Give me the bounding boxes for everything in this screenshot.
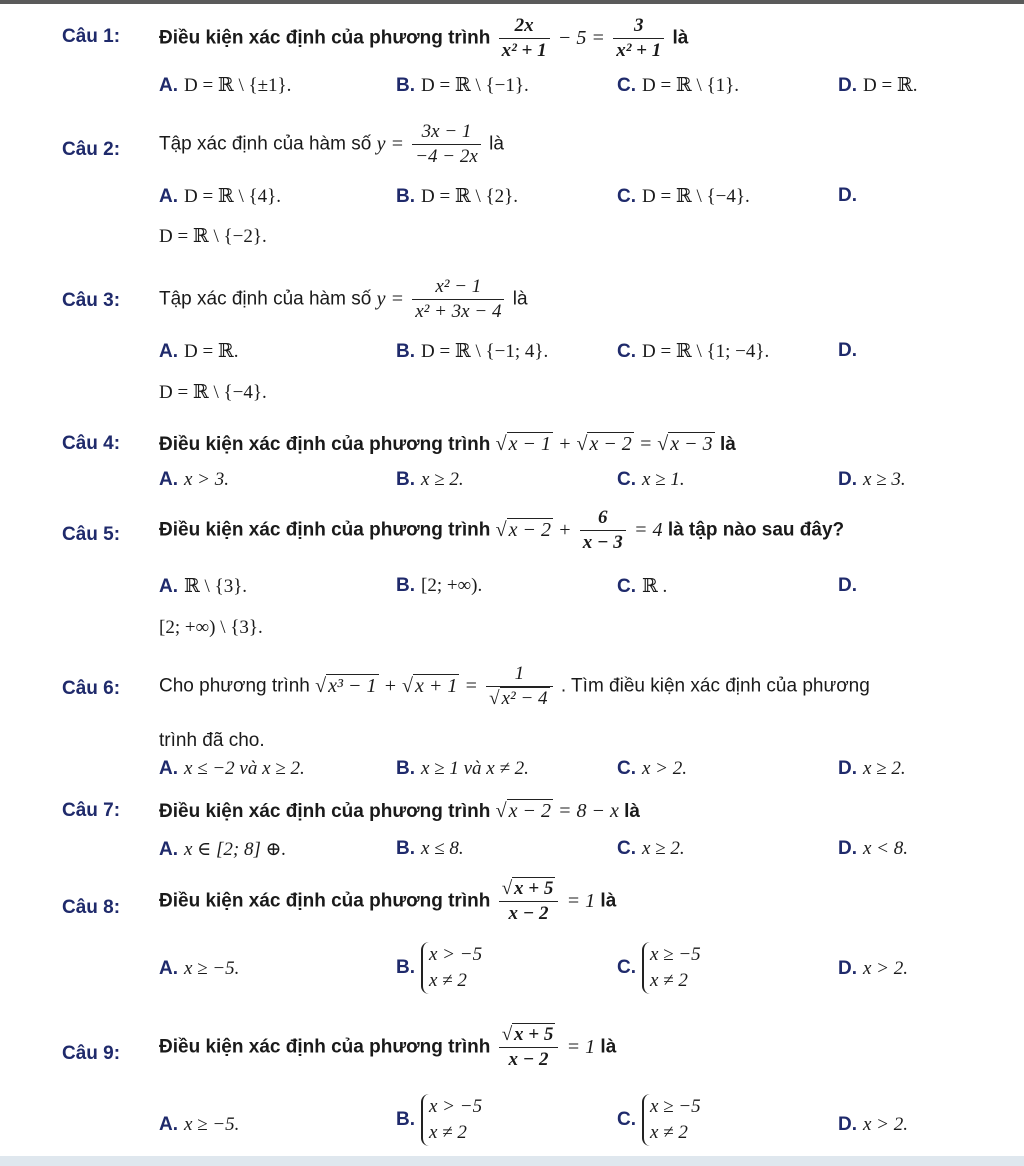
option-d-value: D = ℝ \ {−2}. — [159, 226, 267, 247]
question-label: Câu 9: — [62, 1043, 121, 1064]
option-b[interactable]: B. x > −5 x ≠ 2 — [396, 1094, 482, 1146]
question-text: Tập xác định của hàm số y = $\frac{3x - 1}{-4 - 2x}$ là — [159, 121, 504, 167]
option-d[interactable]: D. x > 2. — [838, 1114, 909, 1135]
question-text: Điều kiện xác định của phương trình $\frac{2x}{\text{x² + 1}}$ − 5 = $\frac{3}{\text{x² + 1}}$ là — [159, 15, 689, 61]
option-d[interactable]: D. — [838, 575, 857, 596]
question-label: Câu 4: — [62, 433, 121, 454]
option-a[interactable]: A. D = ℝ \ {±1}. — [159, 75, 292, 96]
option-b[interactable]: B. D = ℝ \ {−1; 4}. — [396, 341, 549, 362]
option-b[interactable]: B. D = ℝ \ {−1}. — [396, 75, 529, 96]
option-d[interactable]: D. x ≥ 3. — [838, 469, 906, 490]
fraction: $\frac{\text{x² − 1}}{\text{x² + 3x − 4}}$ — [412, 275, 504, 324]
option-b[interactable]: B. x ≥ 1 và x ≠ 2. — [396, 758, 529, 779]
option-c[interactable]: C. x ≥ 2. — [617, 838, 685, 859]
option-a[interactable]: A. D = ℝ \ {4}. — [159, 186, 281, 207]
option-c[interactable]: C. D = ℝ \ {−4}. — [617, 186, 750, 207]
option-d[interactable]: D. x < 8. — [838, 838, 909, 859]
fraction: $\frac{√ x + 5}{x - 2}$ — [499, 877, 559, 926]
option-a[interactable]: A. ℝ \ {3}. — [159, 576, 248, 597]
option-d-value: [2; +∞) \ {3}. — [159, 617, 263, 638]
option-a[interactable]: A. x ∈ [2; 8] ⊕. — [159, 839, 287, 860]
fraction: $\frac{3}{\text{x² + 1}}$ — [613, 14, 664, 63]
question-text: Tập xác định của hàm số y = $\frac{\text{x² − 1}}{\text{x² + 3x − 4}}$ là — [159, 276, 528, 322]
option-a[interactable]: A. x ≥ −5. — [159, 1114, 240, 1135]
question-text: Điều kiện xác định của phương trình √ x − 2 = 8 − x là — [159, 800, 640, 822]
fraction: $\frac{3x - 1}{-4 - 2x}$ — [412, 120, 481, 169]
option-b[interactable]: B. x ≤ 8. — [396, 838, 464, 859]
question-text: Điều kiện xác định của phương trình $\frac{√ x + 5}{x - 2}$ = 1 là — [159, 878, 617, 924]
fraction: $\frac{√ x + 5}{x - 2}$ — [499, 1023, 559, 1072]
option-a[interactable]: A. x ≥ −5. — [159, 958, 240, 979]
option-b[interactable]: B. D = ℝ \ {2}. — [396, 186, 518, 207]
fraction: $\frac{2x}{\text{x² + 1}}$ — [499, 14, 550, 63]
fraction: $\frac{6}{x - 3}$ — [580, 506, 626, 555]
question-label: Câu 5: — [62, 524, 121, 545]
option-c[interactable]: C. D = ℝ \ {1; −4}. — [617, 341, 770, 362]
option-d[interactable]: D. — [838, 340, 857, 361]
question-text: Điều kiện xác định của phương trình $\frac{√ x + 5}{x - 2}$ = 1 là — [159, 1024, 617, 1070]
option-a[interactable]: A. x ≤ −2 và x ≥ 2. — [159, 758, 305, 779]
question-text: Điều kiện xác định của phương trình √ x − 1 + √ x − 2 = √ x − 3 là — [159, 433, 736, 455]
inequality-system: x > −5 x ≠ 2 — [421, 1094, 482, 1146]
option-d[interactable]: D. — [838, 185, 857, 206]
question-label: Câu 1: — [62, 26, 121, 47]
question-label: Câu 2: — [62, 139, 121, 160]
inequality-system: x ≥ −5 x ≠ 2 — [642, 942, 701, 994]
question-label: Câu 7: — [62, 800, 121, 821]
top-border — [0, 0, 1024, 4]
option-b[interactable]: B. [2; +∞). — [396, 575, 483, 596]
inequality-system: x > −5 x ≠ 2 — [421, 942, 482, 994]
question-text: Cho phương trình √ x³ − 1 + √ x + 1 = $\frac{1}{\text{√ x² − 4}}$ . Tìm điều kiện xác định của phương — [159, 663, 870, 709]
fraction: $\frac{1}{\text{√ x² − 4}}$ — [486, 662, 552, 711]
option-d[interactable]: D. x > 2. — [838, 958, 909, 979]
bottom-border — [0, 1156, 1024, 1166]
option-b[interactable]: B. x ≥ 2. — [396, 469, 464, 490]
inequality-system: x ≥ −5 x ≠ 2 — [642, 1094, 701, 1146]
option-d-value: D = ℝ \ {−4}. — [159, 382, 267, 403]
option-c[interactable]: C. x > 2. — [617, 758, 688, 779]
question-label: Câu 8: — [62, 897, 121, 918]
option-d[interactable]: D. x ≥ 2. — [838, 758, 906, 779]
question-label: Câu 6: — [62, 678, 121, 699]
option-c[interactable]: C. x ≥ 1. — [617, 469, 685, 490]
option-d[interactable]: D. D = ℝ. — [838, 75, 918, 96]
option-a[interactable]: A. x > 3. — [159, 469, 230, 490]
option-c[interactable]: C. D = ℝ \ {1}. — [617, 75, 739, 96]
option-c[interactable]: C. x ≥ −5 x ≠ 2 — [617, 1094, 701, 1146]
option-c[interactable]: C. ℝ . — [617, 576, 668, 597]
option-c[interactable]: C. x ≥ −5 x ≠ 2 — [617, 942, 701, 994]
question-label: Câu 3: — [62, 290, 121, 311]
option-b[interactable]: B. x > −5 x ≠ 2 — [396, 942, 482, 994]
option-a[interactable]: A. D = ℝ. — [159, 341, 239, 362]
question-text-continued: trình đã cho. — [159, 730, 265, 751]
question-text: Điều kiện xác định của phương trình √ x − 2 + $\frac{6}{x - 3}$ = 4 là tập nào sau đây? — [159, 507, 845, 553]
